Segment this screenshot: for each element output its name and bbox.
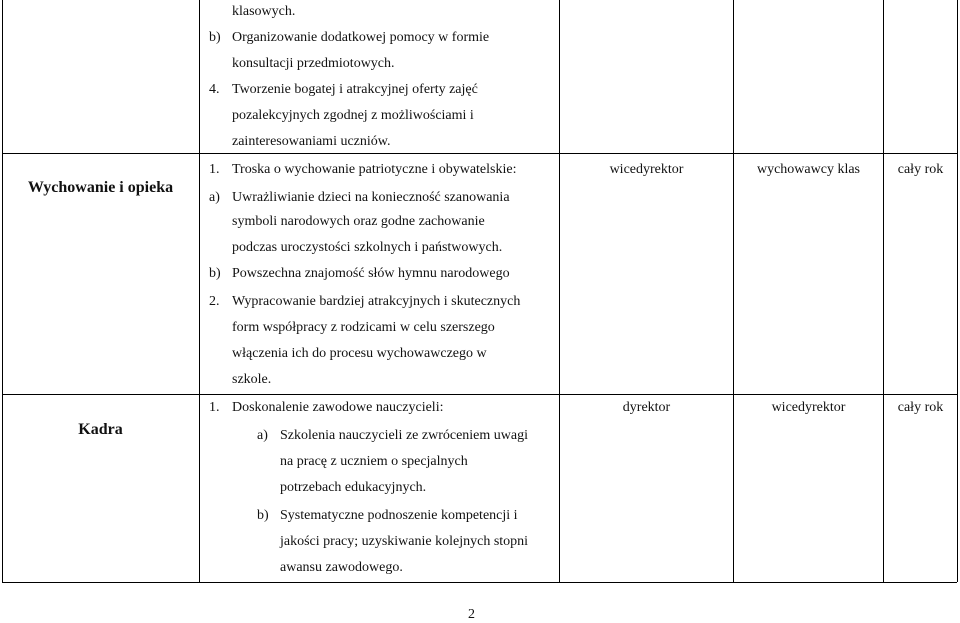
table-border-bottom: [2, 582, 957, 583]
task-line: pozalekcyjnych zgodnej z możliwościami i: [232, 108, 474, 123]
page-number: 2: [468, 607, 475, 622]
task-line: Tworzenie bogatej i atrakcyjnej oferty zajęć: [232, 82, 478, 97]
task-marker: a): [257, 428, 268, 443]
task-line: Organizowanie dodatkowej pomocy w formie: [232, 30, 490, 45]
task-line: jakości pracy; uzyskiwanie kolejnych stopni: [280, 534, 529, 549]
task-marker: 1.: [209, 162, 220, 177]
column-divider-2: [559, 0, 560, 582]
task-line: form współpracy z rodzicami w celu szerszego: [232, 320, 495, 335]
task-line: Systematyczne podnoszenie kompetencji i: [280, 508, 518, 523]
task-line: Wypracowanie bardziej atrakcyjnych i skutecznych: [232, 294, 521, 309]
task-marker: 4.: [209, 82, 220, 97]
cooperating-cell: wychowawcy klas: [756, 162, 861, 177]
task-marker: b): [209, 266, 221, 281]
task-line: szkole.: [232, 372, 272, 387]
column-divider-1: [199, 0, 200, 582]
cooperating-cell: wicedyrektor: [771, 400, 846, 415]
task-marker: 1.: [209, 400, 220, 415]
deadline-cell: cały rok: [897, 400, 944, 415]
task-line: Szkolenia nauczycieli ze zwróceniem uwagi: [280, 428, 528, 443]
task-line: Troska o wychowanie patriotyczne i obywatelskie:: [232, 162, 517, 177]
task-line: na pracę z uczniem o specjalnych: [280, 454, 468, 469]
task-line: podczas uroczystości szkolnych i państwowych.: [232, 240, 503, 255]
table-border-right: [957, 0, 958, 582]
deadline-cell: cały rok: [897, 162, 944, 177]
task-line: potrzebach edukacyjnych.: [280, 480, 427, 495]
row-divider-2: [2, 394, 957, 395]
row-divider-1: [2, 153, 957, 154]
task-line: klasowych.: [232, 4, 296, 19]
column-divider-4: [883, 0, 884, 582]
task-marker: b): [257, 508, 269, 523]
responsible-cell: wicedyrektor: [609, 162, 684, 177]
task-line: symboli narodowych oraz godne zachowanie: [232, 214, 485, 229]
task-line: Powszechna znajomość słów hymnu narodowego: [232, 266, 510, 281]
task-line: Doskonalenie zawodowe nauczycieli:: [232, 400, 444, 415]
category-cell: Wychowanie i opieka: [27, 179, 174, 196]
table-border-left: [2, 0, 3, 582]
task-line: awansu zawodowego.: [280, 560, 403, 575]
task-line: włączenia ich do procesu wychowawczego w: [232, 346, 487, 361]
task-marker: a): [209, 190, 220, 205]
task-marker: b): [209, 30, 221, 45]
task-line: zainteresowaniami uczniów.: [232, 134, 391, 149]
category-cell: Kadra: [78, 421, 123, 438]
task-line: Uwrażliwianie dzieci na konieczność szanowania: [232, 190, 510, 205]
task-marker: 2.: [209, 294, 220, 309]
task-line: konsultacji przedmiotowych.: [232, 56, 395, 71]
responsible-cell: dyrektor: [622, 400, 671, 415]
column-divider-3: [733, 0, 734, 582]
